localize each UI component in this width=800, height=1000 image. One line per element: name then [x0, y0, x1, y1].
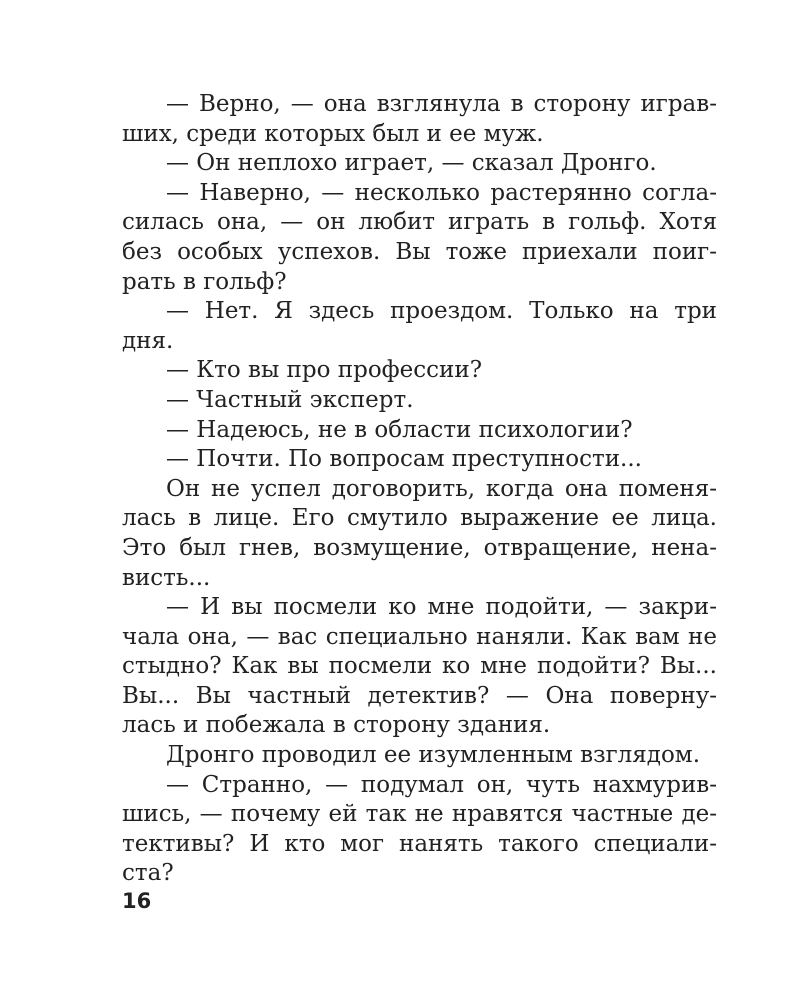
text-line: — И вы посмели ко мне подойти, — закри-	[166, 594, 717, 621]
text-line: дня.	[122, 327, 174, 354]
text-line: — Наверно, — несколько растерянно согла-	[166, 179, 717, 206]
paragraph	[122, 416, 717, 446]
text-line: — Частный эксперт.	[166, 386, 414, 413]
text-line: Вы... Вы частный детектив? — Она поверну-	[122, 682, 717, 709]
text-line: Он не успел договорить, когда она поменя-	[166, 475, 717, 502]
text-line: лась в лице. Его смутило выражение ее лица.	[122, 505, 717, 532]
text-line: лась и побежала в сторону здания.	[122, 712, 551, 739]
paragraph	[122, 90, 717, 149]
paragraph	[122, 593, 717, 741]
text-line: без особых успехов. Вы тоже приехали поиг-	[122, 238, 717, 265]
text-line: — Почти. По вопросам преступности...	[166, 446, 642, 473]
text-line: силась она, — он любит играть в гольф. Хотя	[122, 209, 717, 236]
text-line: рать в гольф?	[122, 268, 287, 295]
paragraph	[122, 356, 717, 386]
text-line: — Странно, — подумал он, чуть нахмурив-	[166, 771, 717, 798]
paragraph	[122, 475, 717, 593]
paragraph	[122, 179, 717, 297]
page-number: 16	[122, 889, 152, 913]
text-line: стыдно? Как вы посмели ко мне подойти? Вы...	[122, 653, 717, 680]
paragraph	[122, 741, 717, 771]
paragraph	[122, 771, 717, 889]
text-line: — Кто вы про профессии?	[166, 357, 483, 384]
paragraph	[122, 445, 717, 475]
text-line: Это был гнев, возмущение, отвращение, нена-	[122, 534, 717, 561]
text-line: — Нет. Я здесь проездом. Только на три	[166, 298, 717, 325]
text-line: Дронго проводил ее изумленным взглядом.	[166, 742, 701, 769]
text-line: тективы? И кто мог нанять такого специали-	[122, 830, 717, 857]
paragraph	[122, 149, 717, 179]
text-line: шись, — почему ей так не нравятся частные де-	[122, 801, 717, 828]
text-line: — Он неплохо играет, — сказал Дронго.	[166, 150, 657, 177]
paragraph	[122, 386, 717, 416]
body-text	[122, 90, 717, 889]
text-line: — Надеюсь, не в области психологии?	[166, 416, 633, 443]
text-line: чала она, — вас специально наняли. Как вам не	[122, 623, 717, 650]
text-line: висть...	[122, 564, 211, 591]
text-line: ших, среди которых был и ее муж.	[122, 120, 544, 147]
text-line: ста?	[122, 860, 174, 887]
paragraph	[122, 297, 717, 356]
text-line: — Верно, — она взглянула в сторону играв-	[166, 91, 717, 117]
